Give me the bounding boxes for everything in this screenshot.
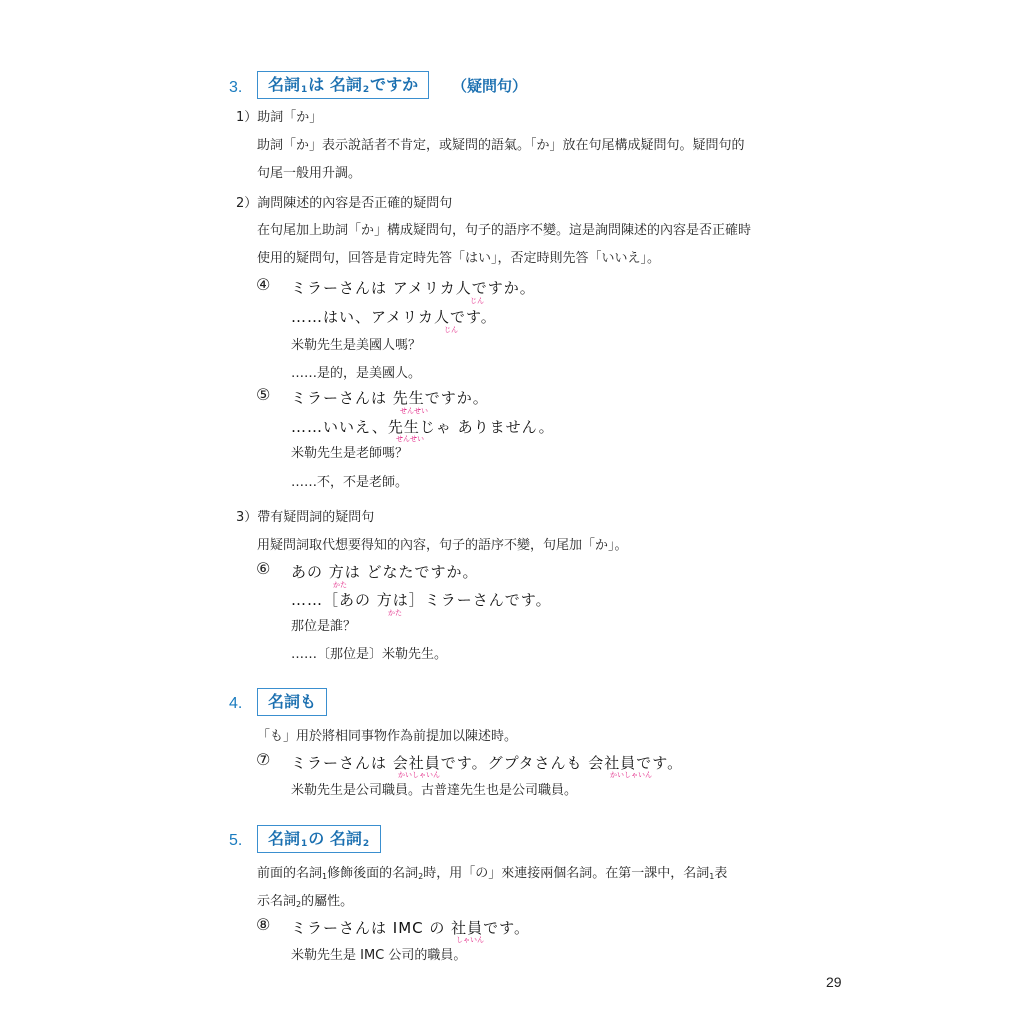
section-3-title-part: 名詞	[268, 75, 301, 94]
subscript: 1	[709, 872, 715, 881]
text-run: 修飾後面的名詞	[327, 866, 419, 881]
furigana: じん	[444, 326, 458, 334]
translation: 那位是誰？	[291, 619, 357, 634]
section-5-title-box	[257, 825, 381, 853]
translation: 米勒先生是美國人嗎？	[291, 338, 422, 353]
furigana: せんせい	[396, 435, 424, 443]
text-run: 表	[714, 866, 728, 881]
text-run: 時，用「の」來連接兩個名詞。在第一課中，名詞	[423, 866, 710, 881]
subsection-1-heading: 1）助詞「か」	[236, 110, 323, 125]
subscript: 1	[301, 85, 308, 95]
example-sentence: ミラーさんは IMC の 社員です。	[291, 919, 530, 937]
section-4-number: 4.	[229, 695, 243, 712]
subscript: 1	[322, 872, 328, 881]
furigana: かいしゃいん	[610, 771, 652, 779]
section-5-title-part: 名詞	[268, 829, 301, 848]
section-3-number: 3.	[229, 79, 243, 96]
text-run: 的屬性。	[301, 894, 354, 909]
furigana: かた	[333, 581, 347, 589]
section-5-number: 5.	[229, 832, 243, 849]
example-sentence: ミラーさんは アメリカ人ですか。	[291, 279, 536, 297]
furigana: じん	[470, 297, 484, 305]
subscript: 1	[301, 839, 308, 849]
example-answer: ……はい、アメリカ人です。	[291, 308, 497, 326]
subsection-2-heading: 2）詢問陳述的內容是否正確的疑問句	[236, 196, 453, 211]
subscript: 2	[418, 872, 424, 881]
subscript: 2	[296, 900, 302, 909]
translation: ……不，不是老師。	[291, 475, 409, 490]
paragraph-line: 「も」用於將相同事物作為前提加以陳述時。	[257, 729, 518, 744]
paragraph-line: 在句尾加上助詞「か」構成疑問句，句子的語序不變。這是詢問陳述的內容是否正確時	[257, 223, 752, 238]
example-answer: ……いいえ、先生じゃ ありません。	[291, 418, 555, 436]
section-5-title-part: の 名詞	[308, 829, 362, 848]
example-5-number: ⑤	[256, 385, 271, 404]
translation: 米勒先生是 IMC 公司的職員。	[291, 948, 467, 963]
section-3-title-part: は 名詞	[308, 75, 362, 94]
paragraph-line: 用疑問詞取代想要得知的內容，句子的語序不變，句尾加「か」。	[257, 538, 628, 553]
example-7-number: ⑦	[256, 750, 271, 769]
section-4-title-box: 名詞も	[257, 688, 327, 716]
example-6-number: ⑥	[256, 559, 271, 578]
example-sentence: あの 方は どなたですか。	[291, 563, 479, 581]
furigana: しゃいん	[456, 936, 484, 944]
text-run: 前面的名詞	[257, 866, 323, 881]
subscript: 2	[362, 839, 370, 849]
section-3-title-box	[257, 71, 429, 99]
text-run: 示名詞	[257, 894, 297, 909]
subscript: 2	[362, 85, 370, 95]
paragraph-line: 使用的疑問句，回答是肯定時先答「はい」，否定時則先答「いいえ」。	[257, 251, 661, 266]
example-sentence: ミラーさんは 会社員です。グプタさんも 会社員です。	[291, 754, 684, 772]
furigana: せんせい	[400, 407, 428, 415]
example-answer: ……［あの 方は］ミラーさんです。	[291, 591, 552, 609]
furigana: かいしゃいん	[398, 771, 440, 779]
section-3-subtitle: （疑問句）	[452, 77, 528, 95]
paragraph-line	[257, 862, 727, 881]
example-8-number: ⑧	[256, 915, 271, 934]
translation: ……是的，是美國人。	[291, 366, 422, 381]
section-3-title-part: ですか	[370, 75, 419, 94]
translation: 米勒先生是老師嗎？	[291, 446, 409, 461]
translation: 米勒先生是公司職員。古普達先生也是公司職員。	[291, 783, 578, 798]
furigana: かた	[388, 609, 402, 617]
example-4-number: ④	[256, 275, 271, 294]
paragraph-line: 句尾一般用升調。	[257, 166, 362, 181]
example-sentence: ミラーさんは 先生ですか。	[291, 389, 489, 407]
translation: ……〔那位是〕米勒先生。	[291, 647, 448, 662]
paragraph-line	[257, 890, 353, 909]
subsection-3-heading: 3）帶有疑問詞的疑問句	[236, 510, 375, 525]
paragraph-line: 助詞「か」表示說話者不肯定，或疑問的語氣。「か」放在句尾構成疑問句。疑問句的	[257, 138, 745, 153]
page-number: 29	[826, 974, 842, 990]
